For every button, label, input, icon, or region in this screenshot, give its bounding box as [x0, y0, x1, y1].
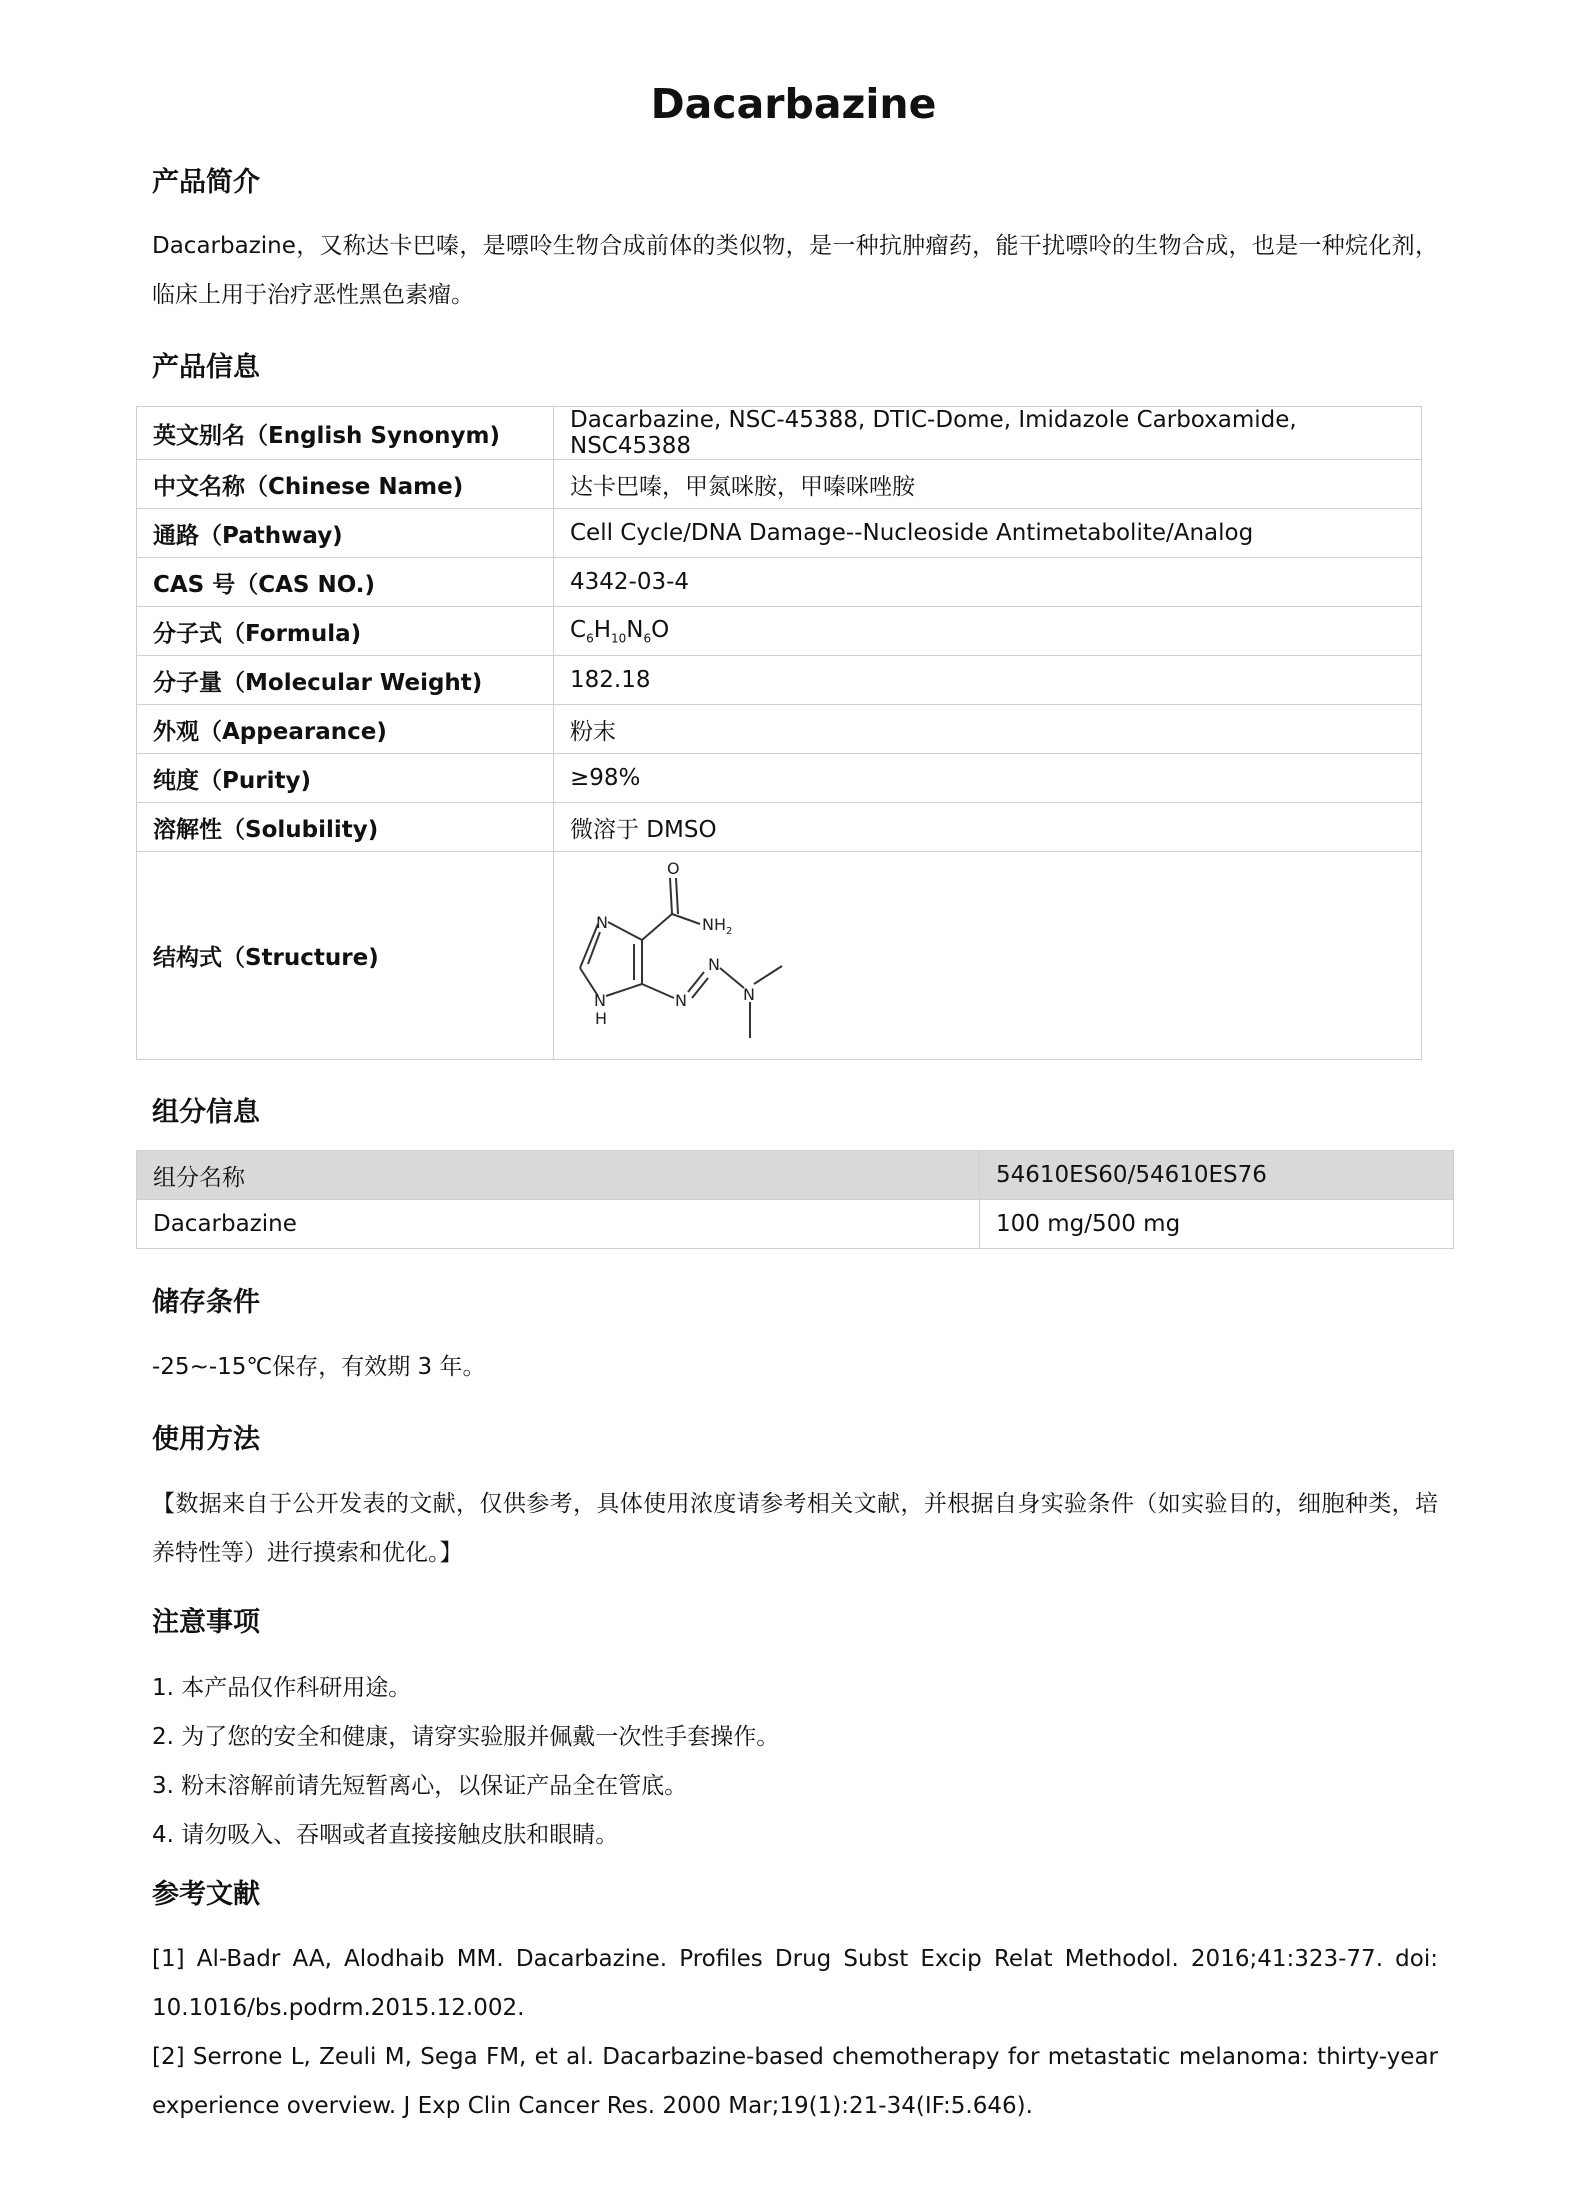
- formula-value: [554, 607, 1422, 656]
- reference-item: [1] Al-Badr AA, Alodhaib MM. Dacarbazine. Profiles Drug Subst Excip Relat Methodol. 2016;41:323-77. doi: 10.1016/bs.podrm.2015.12.002.: [152, 1946, 1438, 2021]
- info-key: 纯度（Purity): [137, 754, 554, 803]
- intro-text: Dacarbazine，又称达卡巴嗪，是嘌呤生物合成前体的类似物，是一种抗肿瘤药，能干扰嘌呤的生物合成，也是一种烷化剂，临床上用于治疗恶性黑色素瘤。: [152, 233, 1438, 308]
- bond-line: [670, 878, 672, 914]
- info-value: 4342-03-4: [554, 558, 1422, 607]
- reference-item: [2] Serrone L, Zeuli M, Sega FM, et al. Dacarbazine-based chemotherapy for metastatic melanoma: thirty-year experience overview. J Exp Clin Cancer Res. 2000 Mar;19(1):21-34(IF:5.646).: [152, 2044, 1438, 2119]
- usage-text: 【数据来自于公开发表的文献，仅供参考，具体使用浓度请参考相关文献，并根据自身实验条件（如实验目的，细胞种类，培养特性等）进行摸索和优化。】: [152, 1491, 1438, 1566]
- components-heading: 组分信息: [152, 1097, 260, 1128]
- components-header-spec: 54610ES60/54610ES76: [980, 1151, 1454, 1200]
- atom-h-ring-label: H: [595, 1008, 608, 1028]
- info-row: [137, 852, 1422, 1060]
- info-row: [137, 558, 1422, 607]
- info-value: 微溶于 DMSO: [554, 803, 1422, 852]
- formula-h-count: 10: [611, 631, 627, 646]
- formula-n-count: 6: [643, 631, 652, 646]
- info-key: 中文名称（Chinese Name): [137, 460, 554, 509]
- info-row: [137, 509, 1422, 558]
- bond-line: [676, 878, 678, 914]
- formula-n: N: [626, 616, 644, 643]
- info-row: [137, 407, 1422, 460]
- info-key: 外观（Appearance): [137, 705, 554, 754]
- info-value: 182.18: [554, 656, 1422, 705]
- bond-line: [692, 978, 708, 998]
- component-amount: 100 mg/500 mg: [980, 1200, 1454, 1249]
- note-item: 3. 粉末溶解前请先短暂离心，以保证产品全在管底。: [152, 1773, 688, 1799]
- info-value: Cell Cycle/DNA Damage--Nucleoside Antimetabolite/Analog: [554, 509, 1422, 558]
- info-row: [137, 705, 1422, 754]
- info-row: [137, 803, 1422, 852]
- note-item: 1. 本产品仅作科研用途。: [152, 1675, 412, 1701]
- info-key: 分子式（Formula): [137, 607, 554, 656]
- formula-c: C: [570, 616, 587, 643]
- usage-heading: 使用方法: [152, 1424, 260, 1455]
- dacarbazine-structure-image: [570, 856, 810, 1056]
- references-list: [152, 1935, 1438, 2131]
- formula-h: H: [593, 616, 611, 643]
- bond-line: [720, 968, 744, 988]
- components-table: [136, 1150, 1454, 1249]
- info-row: [137, 607, 1422, 656]
- atom-n-ring2-label: N: [594, 990, 606, 1010]
- formula-o: O: [651, 616, 670, 643]
- info-key: CAS 号（CAS NO.): [137, 558, 554, 607]
- storage-text: -25~-15℃保存，有效期 3 年。: [152, 1354, 486, 1380]
- atom-nh2-label: $NH_2$: [702, 914, 733, 937]
- structure-cell: [554, 852, 1422, 1060]
- info-key: 溶解性（Solubility): [137, 803, 554, 852]
- components-header-row: [137, 1151, 1454, 1200]
- component-name: Dacarbazine: [137, 1200, 980, 1249]
- info-value: Dacarbazine, NSC-45388, DTIC-Dome, Imidazole Carboxamide, NSC45388: [554, 407, 1422, 460]
- bond-line: [672, 914, 700, 924]
- components-row: [137, 1200, 1454, 1249]
- notes-list: [152, 1664, 1438, 1860]
- intro-heading: 产品简介: [152, 167, 260, 198]
- references-heading: 参考文献: [152, 1879, 260, 1910]
- formula-c-count: 6: [586, 631, 594, 646]
- atom-n-a-label: N: [675, 990, 687, 1010]
- bond-line: [688, 972, 704, 992]
- info-value: 达卡巴嗪，甲氮咪胺，甲嗪咪唑胺: [554, 460, 1422, 509]
- info-key: 英文别名（English Synonym): [137, 407, 554, 460]
- bond-line: [642, 914, 672, 940]
- atom-n-b-label: N: [708, 954, 720, 974]
- components-header-name: 组分名称: [137, 1151, 980, 1200]
- bond-line: [642, 984, 674, 998]
- bond-line: [606, 984, 642, 996]
- notes-heading: 注意事项: [152, 1607, 260, 1638]
- info-value: ≥98%: [554, 754, 1422, 803]
- atom-n-c-label: N: [743, 984, 755, 1004]
- info-key: 分子量（Molecular Weight): [137, 656, 554, 705]
- info-row: [137, 656, 1422, 705]
- info-heading: 产品信息: [152, 352, 260, 383]
- bond-line: [608, 922, 642, 940]
- atom-n-ring-label: N: [596, 912, 608, 932]
- atom-o-label: O: [667, 858, 680, 878]
- note-item: 2. 为了您的安全和健康，请穿实验服并佩戴一次性手套操作。: [152, 1724, 780, 1750]
- bond-line: [754, 966, 782, 984]
- info-row: [137, 754, 1422, 803]
- info-key: 通路（Pathway): [137, 509, 554, 558]
- document-title: Dacarbazine: [650, 80, 937, 128]
- storage-heading: 储存条件: [152, 1287, 260, 1318]
- note-item: 4. 请勿吸入、吞咽或者直接接触皮肤和眼睛。: [152, 1822, 619, 1848]
- info-key: 结构式（Structure): [137, 852, 554, 1060]
- bond-line: [588, 932, 600, 964]
- info-row: [137, 460, 1422, 509]
- product-info-table: [136, 406, 1422, 1060]
- info-value: 粉末: [554, 705, 1422, 754]
